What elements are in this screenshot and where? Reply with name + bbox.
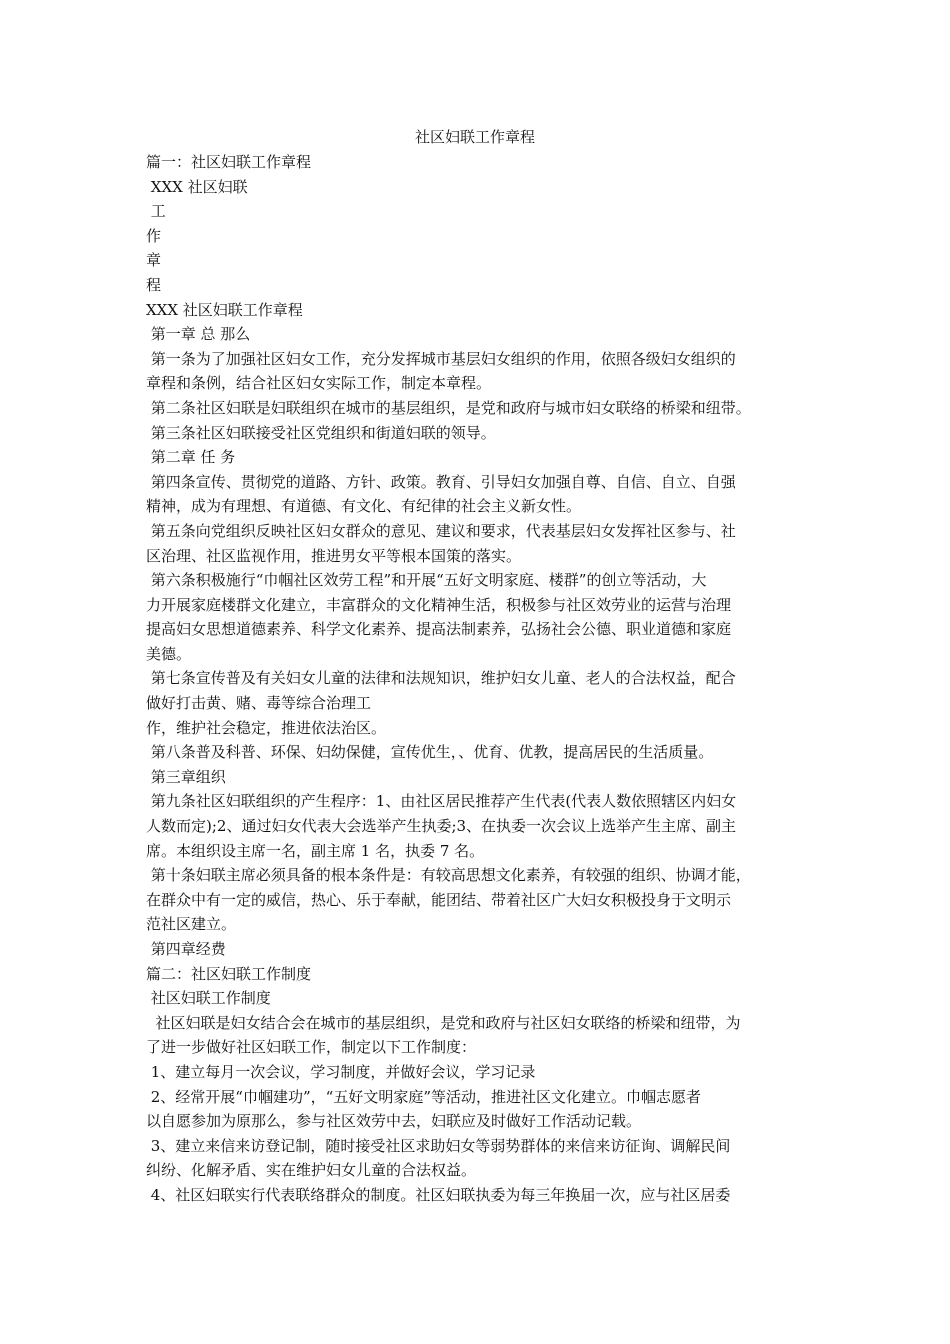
- text-line: 纠纷、化解矛盾、实在维护妇女儿童的合法权益。: [146, 1161, 477, 1180]
- text-line: 作: [146, 226, 162, 245]
- text-line: 做好打击黄、赌、毒等综合治理工: [146, 694, 372, 713]
- text-line: 在群众中有一定的威信，热心、乐于奉献，能团结、带着社区广大妇女积极投身于文明示: [146, 890, 732, 909]
- text-line: 第十条妇联主席必须具备的根本条件是：有较高思想文化素养，有较强的组织、协调才能，: [146, 866, 751, 885]
- text-line: 了进一步做好社区妇联工作，制定以下工作制度：: [146, 1038, 477, 1057]
- text-line: 篇二：社区妇联工作制度: [146, 964, 312, 983]
- text-line: 人数而定);2、通过妇女代表大会选举产生执委;3、在执委一次会议上选举产生主席、副主: [146, 817, 737, 836]
- text-line: 第二章 任 务: [146, 448, 236, 467]
- text-line: 3、建立来信来访登记制，随时接受社区求助妇女等弱势群体的来信来访征询、调解民间: [146, 1136, 731, 1155]
- text-line: 力开展家庭楼群文化建立，丰富群众的文化精神生活，积极参与社区效劳业的运营与治理: [146, 595, 732, 614]
- text-line: 篇一：社区妇联工作章程: [146, 153, 312, 171]
- text-line: 1、建立每月一次会议，学习制度，并做好会议，学习记录: [146, 1062, 536, 1081]
- text-line: 第五条向党组织反映社区妇女群众的意见、建议和要求，代表基层妇女发挥社区参与、社: [146, 521, 736, 540]
- text-line: 区治理、社区监视作用，推进男女平等根本国策的落实。: [146, 546, 522, 565]
- text-line: XXX 社区妇联工作章程: [146, 300, 303, 319]
- text-line: 章程和条例，结合社区妇女实际工作，制定本章程。: [146, 374, 492, 393]
- text-line: 程: [146, 275, 162, 294]
- text-line: 以自愿参加为原那么，参与社区效劳中去，妇联应及时做好工作活动记载。: [146, 1112, 642, 1131]
- text-line: 社区妇联工作制度: [146, 989, 271, 1008]
- text-line: 作，维护社会稳定，推进依法治区。: [146, 718, 387, 737]
- text-line: 第七条宣传普及有关妇女儿童的法律和法规知识，维护妇女儿童、老人的合法权益，配合: [146, 669, 736, 688]
- text-line: 第三条社区妇联接受社区党组织和街道妇联的领导。: [146, 423, 496, 442]
- text-line: 精神，成为有理想、有道德、有文化、有纪律的社会主义新女性。: [146, 497, 582, 516]
- text-line: 第八条普及科普、环保、妇幼保健，宣传优生，、优育、优教，提高居民的生活质量。: [146, 743, 714, 762]
- text-line: 美德。: [146, 644, 192, 663]
- text-line: 第六条积极施行“巾帼社区效劳工程”和开展“五好文明家庭、楼群”的创立等活动，大: [146, 571, 707, 590]
- document-body: [146, 150, 806, 1208]
- text-line: 第三章组织: [146, 767, 226, 786]
- text-line: 席。本组织设主席一名，副主席 1 名，执委 7 名。: [146, 841, 485, 860]
- text-line: 工: [146, 202, 166, 221]
- text-line: 社区妇联是妇女结合会在城市的基层组织，是党和政府与社区妇女联络的桥梁和纽带，为: [146, 1013, 741, 1032]
- text-line: 4、社区妇联实行代表联络群众的制度。社区妇联执委为每三年换届一次，应与社区居委: [146, 1185, 731, 1204]
- text-line: 第一条为了加强社区妇女工作，充分发挥城市基层妇女组织的作用，依照各级妇女组织的: [146, 349, 736, 368]
- text-line: 第四章经费: [146, 940, 226, 958]
- text-line: XXX 社区妇联: [146, 177, 248, 196]
- text-line: 第九条社区妇联组织的产生程序：1、由社区居民推荐产生代表(代表人数依照辖区内妇女: [146, 792, 737, 811]
- text-line: 章: [146, 251, 162, 270]
- text-line: 第二条社区妇联是妇联组织在城市的基层组织，是党和政府与城市妇女联络的桥梁和纽带。: [146, 398, 751, 417]
- text-line: 第一章 总 那么: [146, 325, 251, 344]
- text-line: 第四条宣传、贯彻党的道路、方针、政策。教育、引导妇女加强自尊、自信、自立、自强: [146, 472, 736, 491]
- document-title: 社区妇联工作章程: [414, 128, 535, 146]
- text-line: 范社区建立。: [146, 915, 237, 934]
- text-line: 2、经常开展“巾帼建功”，“五好文明家庭”等活动，推进社区文化建立。巾帼志愿者: [146, 1087, 701, 1106]
- text-line: 提高妇女思想道德素养、科学文化素养、提高法制素养，弘扬社会公德、职业道德和家庭: [146, 620, 732, 639]
